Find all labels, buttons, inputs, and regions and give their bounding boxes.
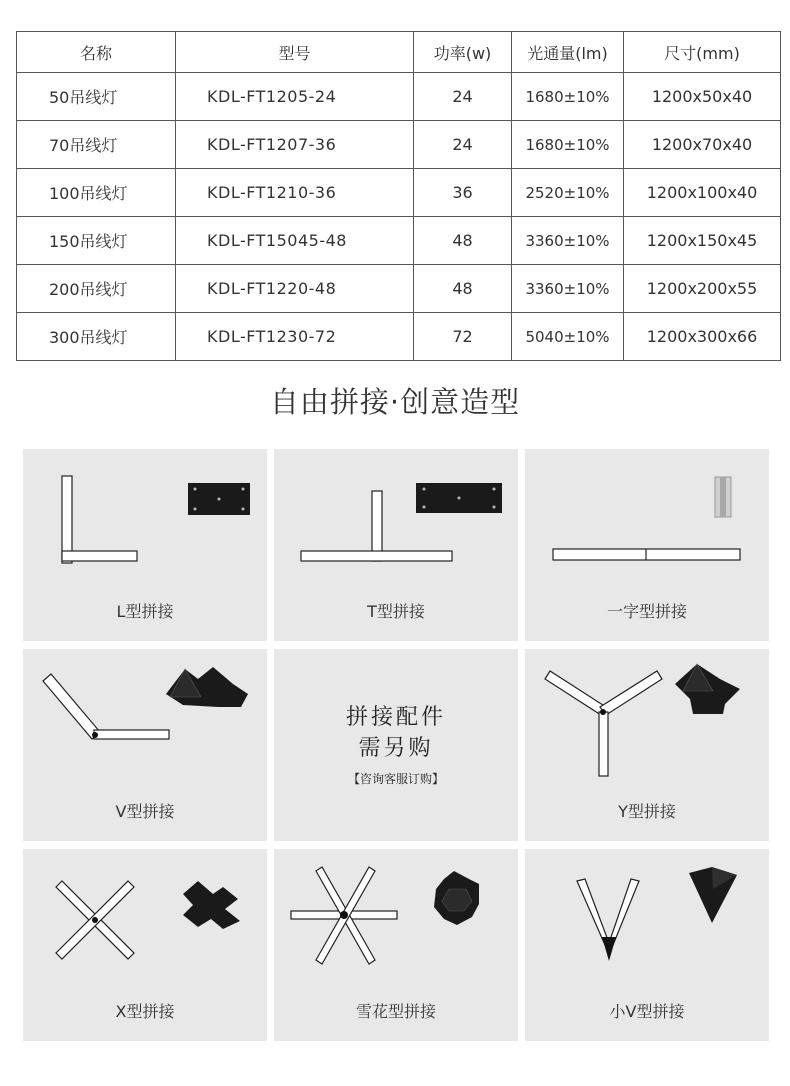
table-row (17, 121, 781, 169)
header-name: 名称 (17, 32, 176, 73)
tile-x-joint (23, 849, 267, 1041)
tile-label: L型拼接 (116, 602, 174, 621)
row-name: 50吊线灯 (17, 73, 176, 121)
notice-sub: 【咨询客服订购】 (347, 772, 444, 786)
row-name: 300吊线灯 (17, 313, 176, 361)
row-power: 24 (414, 121, 512, 169)
tile-label: V型拼接 (115, 802, 175, 821)
table-row (17, 313, 781, 361)
row-lumen: 1680±10% (512, 73, 624, 121)
row-model: KDL-FT1210-36 (176, 169, 414, 217)
header-model: 型号 (176, 32, 414, 73)
row-model: KDL-FT1205-24 (176, 73, 414, 121)
tile-y-joint (525, 649, 769, 841)
row-lumen: 1680±10% (512, 121, 624, 169)
tile-label: 雪花型拼接 (355, 1002, 436, 1021)
row-name: 150吊线灯 (17, 217, 176, 265)
row-lumen: 3360±10% (512, 265, 624, 313)
row-power: 72 (414, 313, 512, 361)
spec-table (16, 31, 781, 361)
row-lumen: 2520±10% (512, 169, 624, 217)
row-size: 1200x70x40 (624, 121, 781, 169)
tile-label: X型拼接 (115, 1002, 175, 1021)
row-model: KDL-FT15045-48 (176, 217, 414, 265)
row-power: 48 (414, 265, 512, 313)
header-size: 尺寸(mm) (624, 32, 781, 73)
row-size: 1200x100x40 (624, 169, 781, 217)
table-row (17, 169, 781, 217)
table-row (17, 265, 781, 313)
row-power: 48 (414, 217, 512, 265)
section-title: 自由拼接·创意造型 (269, 385, 521, 419)
table-header-row (17, 32, 781, 73)
row-size: 1200x200x55 (624, 265, 781, 313)
tile-label: 一字型拼接 (606, 602, 687, 621)
tile-t-joint (274, 449, 518, 641)
notice-line-1: 拼接配件 (345, 705, 446, 730)
tile-straight-joint (525, 449, 769, 641)
row-lumen: 3360±10% (512, 217, 624, 265)
table-row (17, 73, 781, 121)
tile-small-v-joint (525, 849, 769, 1041)
row-name: 100吊线灯 (17, 169, 176, 217)
header-power: 功率(w) (414, 32, 512, 73)
tile-label: T型拼接 (367, 602, 425, 621)
tile-label: 小V型拼接 (609, 1002, 685, 1021)
tile-accessory-notice (274, 649, 518, 841)
row-size: 1200x300x66 (624, 313, 781, 361)
row-model: KDL-FT1207-36 (176, 121, 414, 169)
row-size: 1200x50x40 (624, 73, 781, 121)
row-power: 24 (414, 73, 512, 121)
tile-v-joint (23, 649, 267, 841)
row-lumen: 5040±10% (512, 313, 624, 361)
row-name: 70吊线灯 (17, 121, 176, 169)
header-lumen: 光通量(lm) (512, 32, 624, 73)
tile-snowflake-joint (274, 849, 518, 1041)
row-size: 1200x150x45 (624, 217, 781, 265)
row-name: 200吊线灯 (17, 265, 176, 313)
notice-line-2: 需另购 (358, 736, 434, 761)
tile-label: Y型拼接 (618, 802, 676, 821)
row-power: 36 (414, 169, 512, 217)
row-model: KDL-FT1220-48 (176, 265, 414, 313)
table-row (17, 217, 781, 265)
tile-l-joint (23, 449, 267, 641)
row-model: KDL-FT1230-72 (176, 313, 414, 361)
